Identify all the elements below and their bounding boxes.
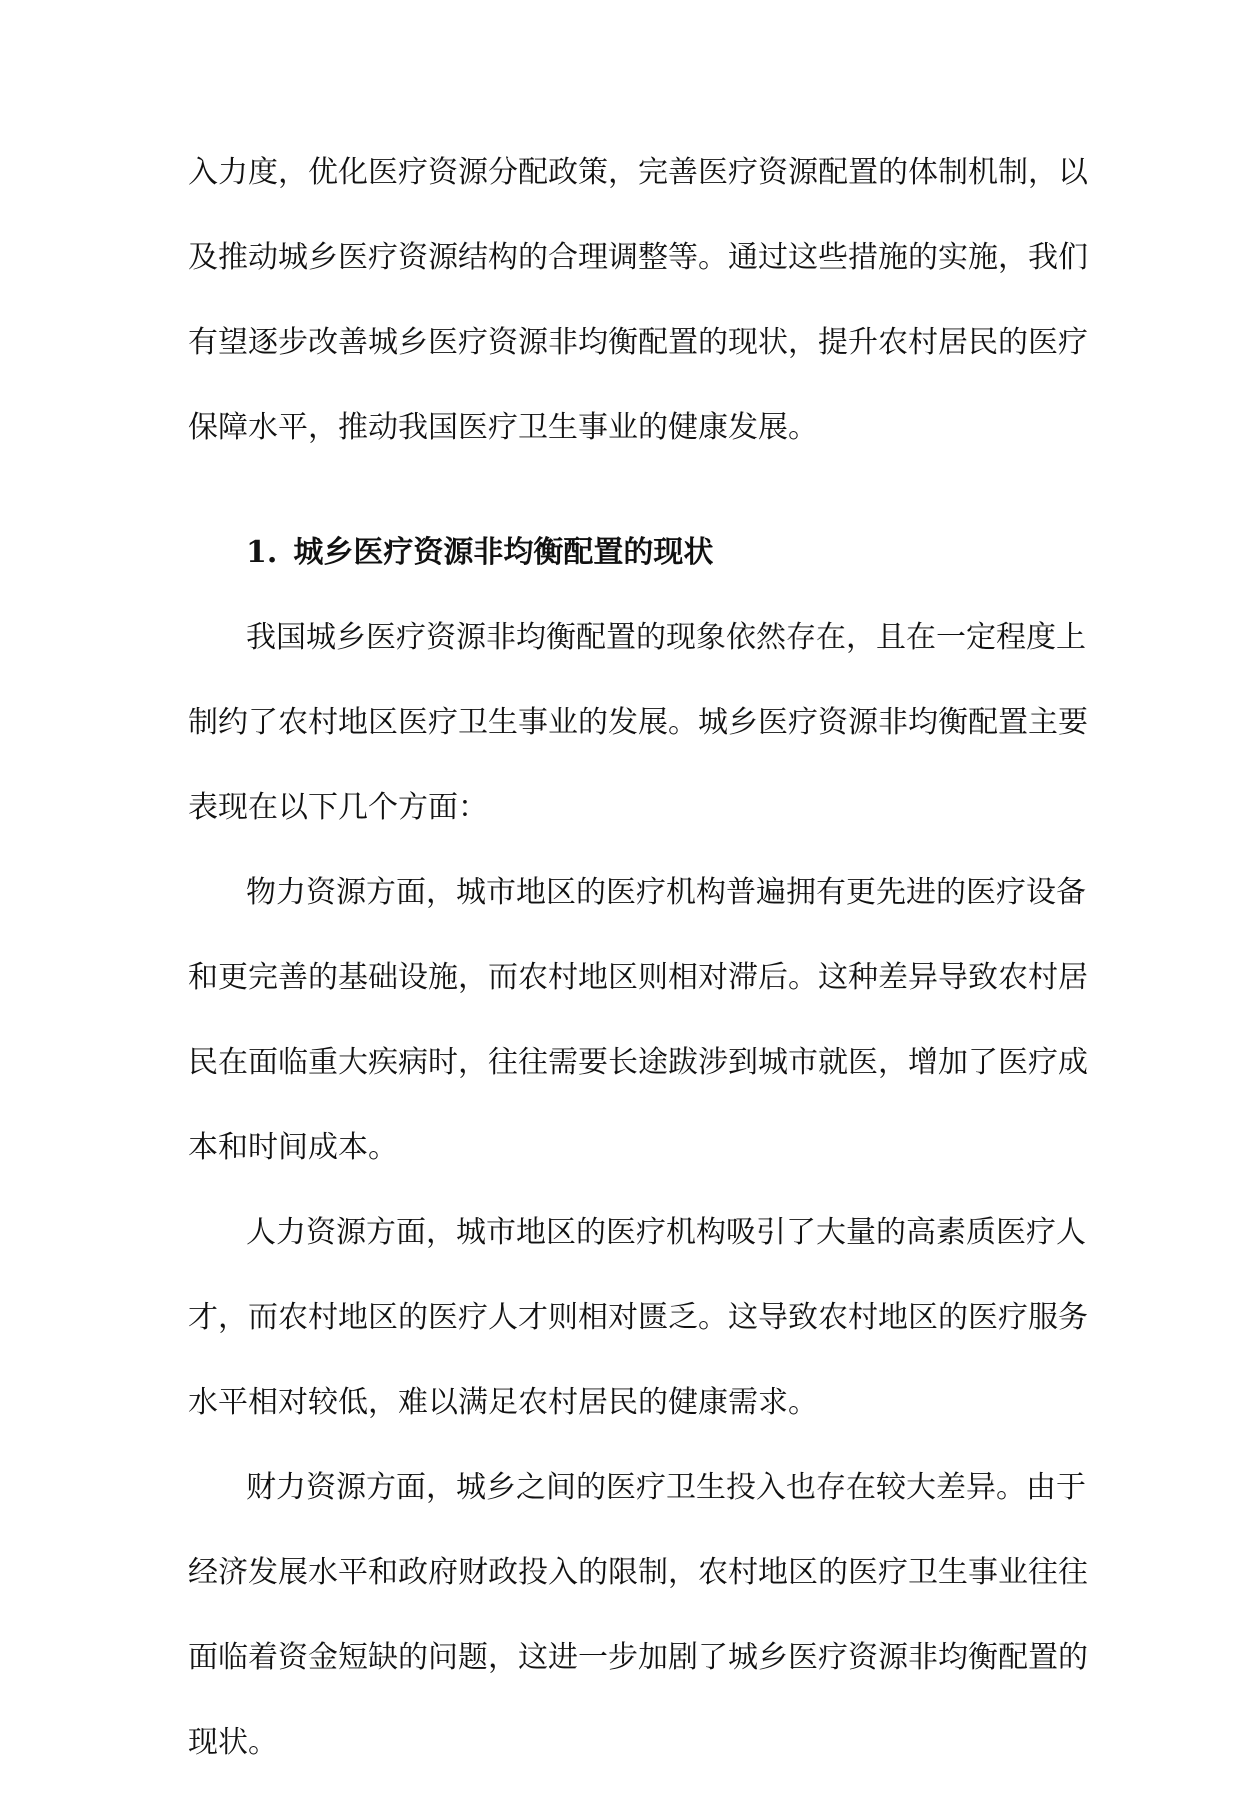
text-line: 我国城乡医疗资源非均衡配置的现象依然存在，且在一定程度上 (246, 620, 1086, 655)
text-line: 制约了农村地区医疗卫生事业的发展。城乡医疗资源非均衡配置主要 (188, 705, 1088, 740)
text-line: 经济发展水平和政府财政投入的限制，农村地区的医疗卫生事业往往 (188, 1555, 1088, 1590)
section-heading (188, 520, 1052, 605)
text-line: 面临着资金短缺的问题，这进一步加剧了城乡医疗资源非均衡配置的 (188, 1640, 1088, 1675)
text-line: 财力资源方面，城乡之间的医疗卫生投入也存在较大差异。由于 (246, 1470, 1086, 1505)
paragraph-2 (188, 860, 1088, 1200)
text-line: 水平相对较低，难以满足农村居民的健康需求。 (188, 1385, 818, 1420)
text-line: 有望逐步改善城乡医疗资源非均衡配置的现状，提升农村居民的医疗 (188, 325, 1088, 360)
text-line: 入力度，优化医疗资源分配政策，完善医疗资源配置的体制机制，以 (188, 155, 1088, 190)
text-line: 民在面临重大疾病时，往往需要长途跋涉到城市就医，增加了医疗成 (188, 1045, 1088, 1080)
text-line: 现状。 (188, 1725, 278, 1760)
text-line: 保障水平，推动我国医疗卫生事业的健康发展。 (188, 410, 818, 445)
section-number: 1. (246, 535, 278, 570)
text-line: 本和时间成本。 (188, 1130, 398, 1165)
document-body (188, 140, 1088, 1795)
text-line: 物力资源方面，城市地区的医疗机构普遍拥有更先进的医疗设备 (246, 875, 1086, 910)
section-title: 城乡医疗资源非均衡配置的现状 (293, 535, 714, 570)
text-line: 和更完善的基础设施，而农村地区则相对滞后。这种差异导致农村居 (188, 960, 1088, 995)
intro-paragraph (188, 140, 1088, 480)
text-line: 及推动城乡医疗资源结构的合理调整等。通过这些措施的实施，我们 (188, 240, 1088, 275)
paragraph-3 (188, 1200, 1088, 1455)
text-line: 才，而农村地区的医疗人才则相对匮乏。这导致农村地区的医疗服务 (188, 1300, 1088, 1335)
text-line: 人力资源方面，城市地区的医疗机构吸引了大量的高素质医疗人 (246, 1215, 1086, 1250)
paragraph-1 (188, 605, 1088, 860)
text-line: 表现在以下几个方面： (188, 790, 488, 825)
paragraph-4 (188, 1455, 1088, 1795)
